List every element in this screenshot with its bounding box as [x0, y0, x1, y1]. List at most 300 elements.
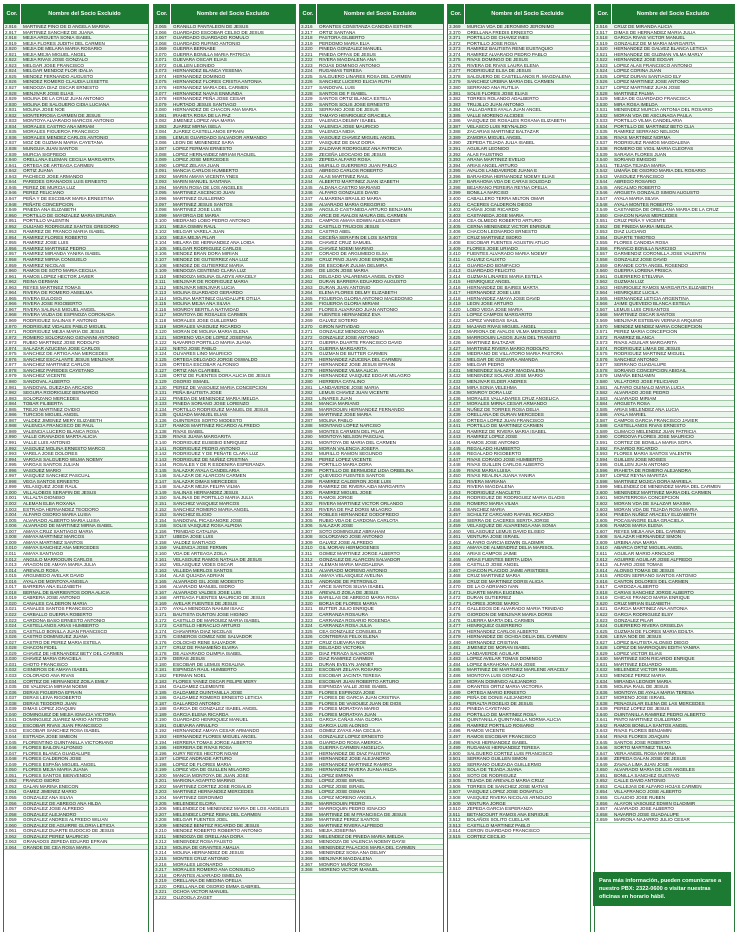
name-header: Nombre del Socio Excluido	[343, 11, 417, 17]
member-name: HERNANDEZ AZUCENA DEL CARMEN	[319, 356, 402, 362]
member-cor: 3.110	[155, 273, 167, 279]
member-name: HURTADO JESUS SANTIAGO	[173, 101, 237, 107]
member-cor: 3.653	[596, 783, 608, 789]
member-name: ARIAS FUENTES BERTA LIDIA	[467, 556, 533, 562]
member-cor: 3.641	[596, 717, 608, 723]
member-cor: 2.976	[5, 356, 17, 362]
member-name: ORTIZ ANA CLARIBEL	[173, 367, 221, 373]
member-name: ARCE SANTOS SILVIA ISABEL	[319, 584, 385, 589]
member-cor: 3.517	[596, 29, 608, 35]
member-name: SOLORZANO MERCEDES	[23, 395, 80, 401]
member-cor: 3.574	[596, 345, 608, 351]
member-cor: 3.655	[596, 795, 608, 801]
member-cor: 3.164	[155, 573, 167, 579]
member-cor: 3.485	[449, 667, 461, 673]
member-name: AGUILAR LEONIDO	[467, 146, 510, 151]
member-name: KURY REYES HECTOR NOAM	[173, 750, 239, 756]
member-cor: 3.551	[596, 218, 608, 224]
member-cor: 3.202	[155, 783, 167, 789]
member-cor: 3.335	[301, 684, 313, 690]
member-cor: 3.427	[449, 345, 461, 351]
member-row	[300, 867, 443, 873]
member-cor: 3.052	[5, 778, 17, 784]
member-name: SALINAS DE PORTILLO MARIA JULIA	[173, 495, 254, 501]
member-name: ZACARIAS MARTINEZ BALTAZAR	[467, 129, 539, 134]
member-name: DOMINGUEZ DE MEJIA IGNACIA VICTORIA	[23, 711, 117, 717]
member-name: HENRIQUEZ ANGEL	[467, 279, 511, 284]
member-name: AREVALO ZOILA DE JESUS	[319, 589, 379, 595]
member-name: PORTILLO MARIA DORA	[319, 462, 372, 467]
member-cor: 2.966	[5, 301, 17, 307]
member-cor: 2.980	[5, 379, 17, 384]
member-name: HERNANDEZ NAVAS ENMUNDA	[173, 90, 243, 96]
member-name: MELGAR PEDRO	[467, 362, 505, 367]
member-name: GUARDADO FELICITO	[467, 268, 516, 273]
member-cor: 3.147	[155, 478, 167, 484]
member-name: GALLARDO ANTONIO	[173, 700, 220, 706]
member-cor: 3.239	[301, 151, 313, 157]
member-cor: 3.133	[155, 401, 167, 407]
member-cor: 3.460	[449, 528, 461, 534]
member-name: MENJIVAR ELDER ANDRES	[467, 379, 527, 384]
member-cor: 3.346	[301, 745, 313, 751]
member-name: RUGAMAS TERESA	[319, 68, 362, 73]
member-cor: 3.035	[5, 684, 17, 690]
member-name: RODRIGUEZ SALINAS F ANTONIO	[23, 317, 98, 323]
member-name: ALONSO TOMAS DE JESUS	[614, 567, 675, 573]
member-cor: 3.152	[155, 506, 167, 512]
member-cor: 3.545	[596, 184, 608, 190]
member-cor: 3.111	[155, 279, 166, 285]
member-cor: 3.568	[596, 312, 608, 318]
member-name: ALVARADO MARIA DE LOS ANGELES	[614, 767, 695, 772]
member-name: VILLATORO JOSE FELICIANO	[614, 379, 679, 384]
member-cor: 3.304	[301, 512, 313, 518]
member-cor: 3.364	[301, 844, 313, 850]
member-name: CLIMACO MELENDEZ JUAN PATRICIA	[614, 428, 697, 434]
member-cor: 3.222	[155, 894, 167, 900]
member-name: ALVARADO JOSE PEDRO	[614, 390, 670, 395]
member-cor: 3.476	[449, 617, 461, 623]
member-cor: 3.083	[155, 123, 167, 129]
member-cor: 3.426	[449, 340, 461, 346]
member-name: DIMAS LOPEZ JOAQUIN	[23, 706, 76, 711]
member-name: CLAUDIO JOSE RUBEN	[614, 795, 666, 800]
member-cor: 3.392	[449, 151, 461, 157]
member-cor: 3.102	[155, 229, 167, 235]
member-cor: 3.375	[449, 57, 461, 63]
member-name: HERNANDEZ DOMINGO	[173, 73, 226, 79]
member-cor: 3.257	[301, 251, 313, 257]
member-name: BARILLAS DE ABREGO MARIA ROSA	[319, 595, 400, 600]
member-cor: 3.247	[301, 195, 313, 201]
member-cor: 3.621	[596, 606, 608, 612]
member-name: GONZALEZ ANA SILVIA	[23, 795, 74, 800]
member-name: RUGAMAS HERNANDEZ TERESA	[467, 745, 540, 750]
member-name: RAMIREZ BLANCA	[614, 334, 655, 340]
member-name: MEJIA OSMIN RAUL	[173, 223, 217, 229]
member-cor: 3.431	[449, 367, 461, 373]
member-cor: 3.315	[301, 573, 313, 579]
member-name: TORRES ROLANDO ADALBERTO	[467, 96, 539, 101]
member-name: FLORES ESPAÑA MIGUEL ANGEL	[23, 761, 97, 767]
member-cor: 2.972	[5, 334, 17, 340]
member-cor: 3.088	[155, 151, 167, 157]
member-cor: 3.099	[155, 212, 167, 218]
member-name: GARMENDIZ CORONILLA JOSE VALENTIN	[614, 251, 706, 256]
member-cor: 3.532	[596, 112, 608, 118]
member-cor: 2.956	[5, 245, 17, 251]
member-cor: 3.341	[301, 717, 313, 723]
member-name: AMAYA DE ALMENDRIZ DELIA MARISOL	[467, 545, 554, 550]
member-cor: 3.166	[155, 584, 167, 590]
member-name: CRUZ GUEVARA NOE	[319, 639, 367, 645]
member-cor: 3.297	[301, 473, 313, 479]
member-name: MARTINEZ JOSE LUIS	[173, 207, 222, 212]
member-cor: 2.928	[5, 90, 17, 96]
member-cor: 3.656	[596, 800, 608, 806]
member-cor: 3.416	[449, 284, 461, 290]
member-name: LOPEZ HERNANDEZ MIRIAM RAQUEL	[173, 151, 256, 157]
member-name: SEGURA RODRIGUEZ BERNARDO	[23, 390, 99, 395]
member-name: OSORIO ISMAEL	[173, 379, 210, 384]
member-name: FLORES MORATAYA MARIO	[319, 706, 380, 711]
member-name: GRANDE COTA ANGEL ROSENDO	[614, 262, 689, 268]
member-name: FLORES ESPINOZA JOSE	[319, 689, 375, 695]
member-name: MENJIVAR DE RODRIGUEZ MARIA	[173, 279, 249, 284]
member-name: MARROQUIN PEDRO	[319, 800, 366, 806]
member-cor: 3.051	[5, 772, 17, 778]
member-name: ANDRADE DE PETRONILO	[319, 578, 377, 584]
member-cor: 3.605	[596, 517, 608, 523]
member-cor: 3.592	[596, 445, 608, 451]
member-name: CARDOZA ALBERTO	[614, 584, 659, 589]
member-cor: 3.530	[596, 101, 608, 107]
member-name: FIGUEROA GLORIA ANTONIO MACEDONIO	[319, 295, 413, 301]
member-name: BONILLA SANCHEZ GUSTAVO	[614, 772, 680, 778]
member-cor: 2.985	[5, 406, 17, 412]
member-name: RIVAS HERNANDEZ ISABEL	[467, 739, 528, 745]
member-cor: 3.464	[449, 550, 461, 556]
member-cor: 2.971	[5, 329, 17, 335]
member-cor: 3.376	[449, 62, 461, 68]
member-name: GUEVARA OSCAR ELIAS	[173, 57, 227, 62]
member-name: SANCHEZ MARIA	[467, 506, 505, 512]
member-name: CORTEZ DE BONILLA MARIA SOFIA	[614, 440, 692, 445]
member-cor: 3.334	[301, 678, 313, 684]
member-cor: 3.513	[449, 822, 461, 828]
member-cor: 3.162	[155, 562, 167, 568]
member-name: VARELA JOSE DOLORES	[23, 451, 78, 456]
member-cor: 3.483	[449, 656, 461, 662]
member-cor: 2.964	[5, 290, 17, 296]
member-name: ESTRADA JOSE SIMEON	[23, 734, 78, 739]
member-cor: 3.267	[301, 306, 313, 312]
member-cor: 2.991	[5, 440, 17, 446]
member-cor: 3.290	[301, 434, 313, 440]
member-cor: 2.918	[5, 35, 17, 41]
member-cor: 3.095	[155, 190, 167, 196]
member-name: LOPEZ ALAS FRANCISCO ANTONIO	[614, 62, 693, 68]
member-name: RIVERA DE ROMERO ANSELMA	[23, 290, 93, 295]
member-name: RAMIREZ ALVARADO PEDRO PABLO	[467, 51, 547, 57]
member-name: HERRERA DE RIVAS ROSA	[173, 745, 232, 750]
member-cor: 3.387	[449, 123, 461, 129]
member-cor: 3.143	[155, 456, 167, 462]
member-name: SANCHEZ VICENTE	[23, 373, 67, 378]
member-cor: 3.381	[449, 90, 461, 96]
member-cor: 3.482	[449, 650, 461, 656]
member-cor: 3.006	[5, 523, 17, 529]
member-cor: 2.967	[5, 306, 17, 312]
member-cor: 3.181	[155, 667, 167, 673]
member-cor: 3.452	[449, 484, 461, 490]
member-cor: 3.323	[301, 617, 313, 623]
member-cor: 3.593	[596, 451, 608, 457]
member-cor: 3.345	[301, 739, 313, 745]
cor-header: Cor.	[595, 4, 612, 24]
member-cor: 3.020	[5, 600, 17, 606]
member-cor: 3.463	[449, 545, 461, 551]
member-name: RIVAS FLORES JOAQUIN	[614, 734, 669, 739]
member-name: VASQUEZ MARIO	[23, 467, 61, 473]
member-cor: 3.437	[449, 401, 461, 407]
member-cor: 2.998	[5, 478, 17, 484]
member-name: AYALA MONTES ROBERTO	[614, 201, 673, 207]
member-name: CASTELLANOS RIVAS ERNESTO	[614, 423, 686, 428]
member-name: GARCIA LUIS ALONSO	[319, 722, 369, 728]
member-cor: 3.124	[155, 351, 167, 357]
member-name: CAMPOS AMAYA EDWIN ALEXANDER	[319, 218, 401, 223]
member-name: MANCIA CARLOS HUMBERTO	[173, 168, 239, 173]
member-cor: 3.230	[301, 101, 313, 107]
member-cor: 2.960	[5, 268, 17, 274]
member-name: CAMPOS GARCIA FRANCISCO JAVIER	[614, 417, 698, 423]
member-name: ROJAS DOMINGO ANTONIO	[319, 62, 380, 68]
member-cor: 3.561	[596, 273, 608, 279]
member-cor: 3.412	[449, 262, 461, 268]
member-name: GUERRA MARGARITA	[319, 345, 367, 351]
member-cor: 3.588	[596, 423, 608, 429]
member-cor: 3.298	[301, 478, 313, 484]
member-name: ORTEGA DELGADO JORGE OSWALDO	[173, 356, 258, 362]
member-name: MONTERROSA CONCEPCION	[614, 495, 680, 501]
member-cor: 3.266	[301, 301, 313, 307]
member-cor: 3.518	[596, 35, 608, 41]
member-cor: 3.055	[5, 795, 17, 801]
member-cor: 3.307	[301, 528, 313, 534]
member-name: PEÑA DE DONIS ALEJANDRO	[467, 695, 532, 700]
member-cor: 3.258	[301, 256, 313, 262]
member-cor: 2.959	[5, 262, 17, 268]
member-name: MELENDEZ DE MENENDEZ MARIA DE LOS ANGELES	[173, 806, 290, 811]
member-name: ORANTES CONSTANZA CANDIDA ESTHER	[319, 24, 412, 29]
member-name: FERMAN NOEL	[173, 672, 207, 678]
member-column-1	[3, 4, 149, 932]
member-name: CEA GONZALEZ CONSUELO	[319, 628, 382, 634]
member-cor: 3.349	[301, 761, 313, 767]
member-name: VASQUEZ DE ROSALES ROXANA ELIZABETH	[467, 118, 566, 123]
member-name: PASTORA GILBERTO	[319, 35, 365, 40]
member-name: JIMENEZ LOPEZ ANA MARIA	[173, 118, 236, 123]
member-cor: 3.096	[155, 195, 167, 201]
member-cor: 2.984	[5, 401, 17, 407]
member-cor: 3.201	[155, 778, 167, 784]
member-cor: 3.208	[155, 817, 167, 823]
member-cor: 3.196	[155, 750, 167, 756]
member-cor: 3.119	[155, 323, 167, 329]
member-name: ANGULO MARROQUIN CARLOS	[23, 556, 93, 562]
member-name: RIVERA JOSE RIGOBERTO	[23, 301, 82, 306]
member-name: VALENCIA DEUMY ISABEL	[319, 118, 377, 123]
member-name: CASTILLO MARTINEZ PABLO	[467, 822, 531, 828]
member-cor: 3.394	[449, 162, 461, 168]
member-cor: 3.553	[596, 229, 608, 235]
member-cor: 3.245	[301, 184, 313, 190]
member-name: PERALTA ROGELIO DE JESUS	[467, 700, 533, 706]
member-name: SERRANO JOSE DE JESUS	[319, 107, 379, 112]
member-name: ESPINOZA RAUL HUMBERTO	[173, 667, 237, 672]
member-cor: 3.407	[449, 234, 461, 240]
member-cor: 3.252	[301, 223, 313, 229]
member-cor: 3.360	[301, 822, 313, 828]
member-name: CANALES CALDERON MARIA	[23, 600, 88, 606]
member-name: SOTO DE RODRIGUEZ	[467, 772, 517, 778]
member-cor: 3.001	[5, 495, 17, 501]
member-cor: 2.920	[5, 46, 17, 52]
member-cor: 3.430	[449, 362, 461, 368]
member-name: RIVERA MAGDALENA ANA	[319, 57, 377, 62]
member-cor: 3.274	[301, 345, 313, 351]
member-cor: 3.409	[449, 245, 461, 251]
member-name: HERNANDEZ FLORES MIGUEL ANGEL	[173, 734, 257, 739]
member-cor: 3.113	[155, 290, 167, 296]
member-name: MELGAR RODRIGUEZ CARLOS	[173, 245, 242, 251]
member-cor: 3.342	[301, 722, 313, 728]
member-name: ABARCA ORTIZ MIGUEL ANGEL	[614, 545, 683, 550]
member-name: ARIAS MELENDEZ ANA LUCIA	[614, 406, 680, 412]
member-cor: 3.168	[155, 595, 167, 601]
member-cor: 3.292	[301, 445, 313, 451]
member-name: MENJIVAR MENJIVAR LUCIA	[173, 284, 235, 290]
member-name: MARTINEZ JESUS SANTOS	[173, 201, 233, 207]
member-name: CRUZ PINO JUAN JOSE ENRIQUE	[319, 256, 394, 262]
member-cor: 3.353	[301, 783, 313, 789]
member-cor: 3.531	[596, 107, 608, 113]
member-name: GUARDADO GUARDADO ROMULO	[173, 35, 249, 40]
member-name: MONTES CRUZ ANTONIO	[173, 856, 229, 861]
member-name: RODRIGUEZ Y DE PEÑATE CLARA LUZ	[173, 451, 259, 456]
member-name: MEDRANO LOBO PEDRO ANTONIO	[173, 218, 251, 223]
member-cor: 3.101	[155, 223, 167, 229]
member-name: MELGAR MENDOZ FLOR IDALIA	[23, 68, 93, 73]
member-name: PINEDA GONZALEZ MANUEL	[319, 46, 383, 51]
member-name: MORENO JOSE ISRAEL	[614, 695, 666, 700]
member-cor: 3.490	[449, 695, 461, 701]
member-name: DUARTE MARIA EUGENIA	[467, 589, 524, 595]
member-name: ALVARADO MIRIAM	[614, 395, 657, 401]
member-cor: 3.177	[155, 645, 167, 651]
member-name: RODRIGUEZ DE NUÑEZ CRISTINA	[173, 456, 249, 462]
name-header: Nombre del Socio Excluido	[491, 11, 564, 17]
member-cor: 3.350	[301, 767, 313, 773]
member-name: RIVERA DE RIVAS LAURA ELENA	[467, 62, 539, 68]
member-name: CASTANEDA DE ORELLANA MARIA DE LA CRUZ	[614, 207, 719, 212]
member-cor: 2.924	[5, 68, 17, 74]
member-name: MENDEZ FERNANDO AUGUSTO	[23, 73, 94, 79]
member-name: RIVAS CORADO JOSE HUMBERTO	[467, 456, 543, 462]
member-cor: 3.189	[155, 711, 167, 717]
member-cor: 3.170	[155, 606, 167, 612]
member-name: ALFARO OSORIO MARIA LUISA	[23, 512, 91, 517]
member-cor: 3.448	[449, 462, 461, 468]
member-cor: 3.520	[596, 46, 608, 52]
member-cor: 3.085	[155, 134, 167, 140]
member-name: UMAÑA DE OSORIO MARIA DEL ROSARIO	[614, 168, 706, 173]
member-name: AMAYA SANTIAGO	[23, 550, 64, 556]
member-name: LOPEZ MORENO ANGELA	[319, 795, 376, 800]
member-name: RIVERA MAGDALENA	[467, 484, 514, 489]
member-name: MURCIA VDA DE JERONIMO JERONIMO	[467, 24, 555, 29]
member-cor: 3.050	[5, 767, 17, 773]
member-name: PEREZ LOPEZ DE JESUS	[614, 706, 670, 711]
member-name: ANCALMO ROBERTO	[614, 184, 661, 190]
member-name: ANGULO CASTANEDA ARTURO BENJAMIN	[319, 207, 412, 212]
member-name: PEREZ DE VASQUEZ MARIA CONCEPCION	[173, 384, 267, 390]
member-name: RAMOS VICENTE	[467, 728, 506, 733]
member-name: GUARDADO ROSA AMERICA	[319, 739, 382, 745]
member-cor: 3.396	[449, 173, 461, 179]
member-name: GONZALEZ ANDRES ALFREDO WILIAN	[23, 817, 108, 822]
member-name: QUIJANO RODRIGUEZ SANTOS GREGORIO	[23, 223, 119, 229]
member-cor: 3.129	[155, 379, 167, 384]
member-cor: 3.106	[155, 251, 167, 257]
member-cor: 2.992	[5, 445, 17, 451]
member-cor: 3.573	[596, 340, 608, 346]
member-cor: 3.226	[301, 79, 313, 85]
member-cor: 3.508	[449, 795, 461, 801]
member-name: SANTOS ORTIZ BLANCA ESTELA	[319, 96, 392, 101]
member-name: REINA GERMAN	[23, 279, 59, 284]
column-header	[595, 4, 734, 24]
member-name: NIETO JOSE PABLO	[173, 345, 217, 351]
member-cor: 3.362	[301, 833, 313, 839]
member-cor: 3.176	[155, 639, 167, 645]
member-cor: 3.478	[449, 628, 461, 634]
member-cor: 3.541	[596, 162, 608, 168]
member-cor: 3.450	[449, 473, 461, 479]
member-name: LOPEZ VANEGAS SAUL	[467, 317, 519, 323]
member-name: GONZALEZ PILAR	[614, 617, 654, 623]
member-cor: 3.466	[449, 562, 461, 568]
member-name: VALENCIA JOSE FERMIN	[173, 545, 228, 550]
member-cor: 3.405	[449, 223, 461, 229]
member-name: MOLINA HERNANDEZ DE JESUS	[173, 850, 244, 856]
member-cor: 3.378	[449, 73, 461, 79]
member-name: VALENCIA JOSE MAURICIO	[319, 123, 379, 129]
member-cor: 3.501	[449, 756, 461, 762]
member-name: RIVAS MARIA LUISA	[467, 467, 511, 473]
member-name: SANTOS SOLIS JOSE ERNESTO	[319, 101, 390, 107]
member-cor: 2.922	[5, 57, 17, 63]
member-cor: 3.082	[155, 118, 167, 124]
member-cor: 3.118	[155, 317, 167, 323]
member-cor: 3.163	[155, 567, 167, 573]
member-cor: 3.236	[301, 134, 313, 140]
member-name: ORTEGA LOPEZ JUAN FRANCISCO	[467, 417, 545, 423]
member-name: PENAGUILAR ELENA DE LAS MERCEDES	[614, 700, 705, 706]
member-cor: 2.994	[5, 456, 17, 462]
